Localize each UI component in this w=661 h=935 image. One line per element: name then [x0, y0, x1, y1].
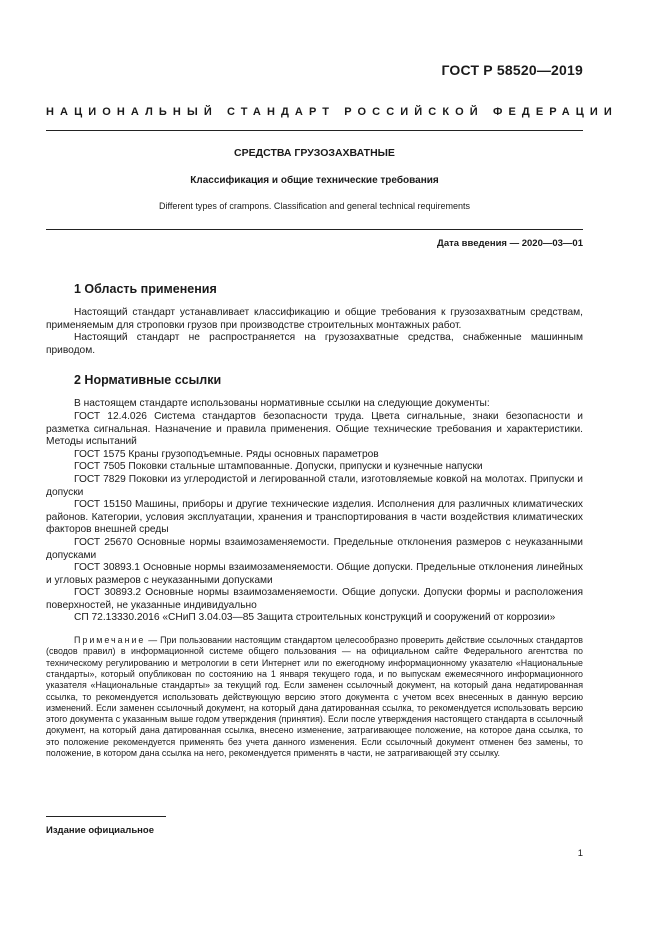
standard-number: ГОСТ Р 58520—2019 — [441, 62, 583, 78]
reference-item: ГОСТ 25670 Основные нормы взаимозаменяемости. Предельные отклонения размеров с неуказанными допусками — [46, 536, 583, 561]
english-title: Different types of crampons. Classification and general technical requirements — [159, 201, 470, 211]
section-gap — [46, 357, 583, 373]
document-body — [46, 282, 583, 768]
document-subtitle: Классификация и общие технические требования — [190, 175, 439, 186]
footer-divider — [46, 816, 166, 817]
reference-item: ГОСТ 15150 Машины, приборы и другие технические изделия. Исполнения для различных климатических районов. Категории, условия эксплуатации, хранения и транспортирования в части воздействия климатических факторов внешней среды — [46, 499, 583, 536]
page-number: 1 — [577, 848, 583, 859]
official-edition-label: Издание официальное — [46, 825, 154, 836]
note — [46, 635, 583, 759]
reference-item: СП 72.13330.2016 «СНиП 3.04.03—85 Защита строительных конструкций и сооружений от коррозии» — [74, 612, 556, 624]
reference-item: ГОСТ 7829 Поковки из углеродистой и легированной стали, изготовляемые ковкой на молотах. Припуски и допуски — [46, 473, 583, 498]
paragraph: Настоящий стандарт устанавливает классификацию и общие требования к грузозахватным средствам, применяемым для строповки грузов при производстве строительных монтажных работ. — [46, 307, 583, 331]
reference-item: ГОСТ 12.4.026 Система стандартов безопасности труда. Цвета сигнальные, знаки безопасности и разметка сигнальная. Назначение и правила применения. Общие технические требования и характеристики. Методы испытаний — [46, 410, 583, 448]
title-divider — [46, 229, 583, 230]
section-1-heading: 1 Область применения — [74, 282, 217, 296]
reference-item: ГОСТ 30893.1 Основные нормы взаимозаменяемости. Общие допуски. Предельные отклонения линейных и угловых размеров с неуказанными допусками — [46, 562, 583, 586]
reference-item: ГОСТ 7505 Поковки стальные штампованные. Допуски, припуски и кузнечные напуски — [74, 461, 483, 473]
national-standard-banner: НАЦИОНАЛЬНЫЙ СТАНДАРТ РОССИЙСКОЙ ФЕДЕРАЦИИ — [46, 106, 618, 118]
paragraph: В настоящем стандарте использованы нормативные ссылки на следующие документы: — [74, 398, 490, 410]
top-divider — [46, 130, 583, 131]
note-lead: Примечание — [74, 635, 146, 646]
note-text: — При пользовании настоящим стандартом целесообразно проверить действие ссылочных стандартов (сводов правил) в информационной системе общего пользования — на официальном сайте Федерального агентства по техническому регулированию и метрологии в сети Интернет или по ежегодному информационному указателю «Национальные стандарты», который опубликован по состоянию на 1 января текущего года, и по выпускам ежемесячного информационного указателя «Национальные стандарты» за текущий год. Если заменен ссылочный документ, на который дана недатированная ссылка, то рекомендуется использовать действующую версию этого документа с учетом всех внесенных в данную версию изменений. Если заменен ссылочный документ, на который дана датированная ссылка, то рекомендуется использовать версию этого документа с указанным выше годом утверждения (принятия). Если после утверждения настоящего стандарта в ссылочный документ, на который дана датированная ссылка, внесено изменение, затрагивающее положение, на которое дана ссылка, то это положение рекомендуется применять без учета данного изменения. Если ссылочный документ отменен без замены, то положение, в котором дана ссылка на него, рекомендуется применять в части, не затрагивающей эту ссылку. — [46, 635, 583, 759]
reference-item: ГОСТ 1575 Краны грузоподъемные. Ряды основных параметров — [74, 448, 379, 460]
reference-item: ГОСТ 30893.2 Основные нормы взаимозаменяемости. Общие допуски. Допуски формы и расположения поверхностей, не указанные индивидуально — [46, 587, 583, 611]
introduction-date: Дата введения — 2020—03—01 — [437, 238, 583, 249]
section-2-heading: 2 Нормативные ссылки — [74, 373, 222, 388]
paragraph: Настоящий стандарт не распространяется на грузозахватные средства, снабженные машинным приводом. — [46, 332, 583, 356]
document-title: СРЕДСТВА ГРУЗОЗАХВАТНЫЕ — [234, 147, 395, 159]
